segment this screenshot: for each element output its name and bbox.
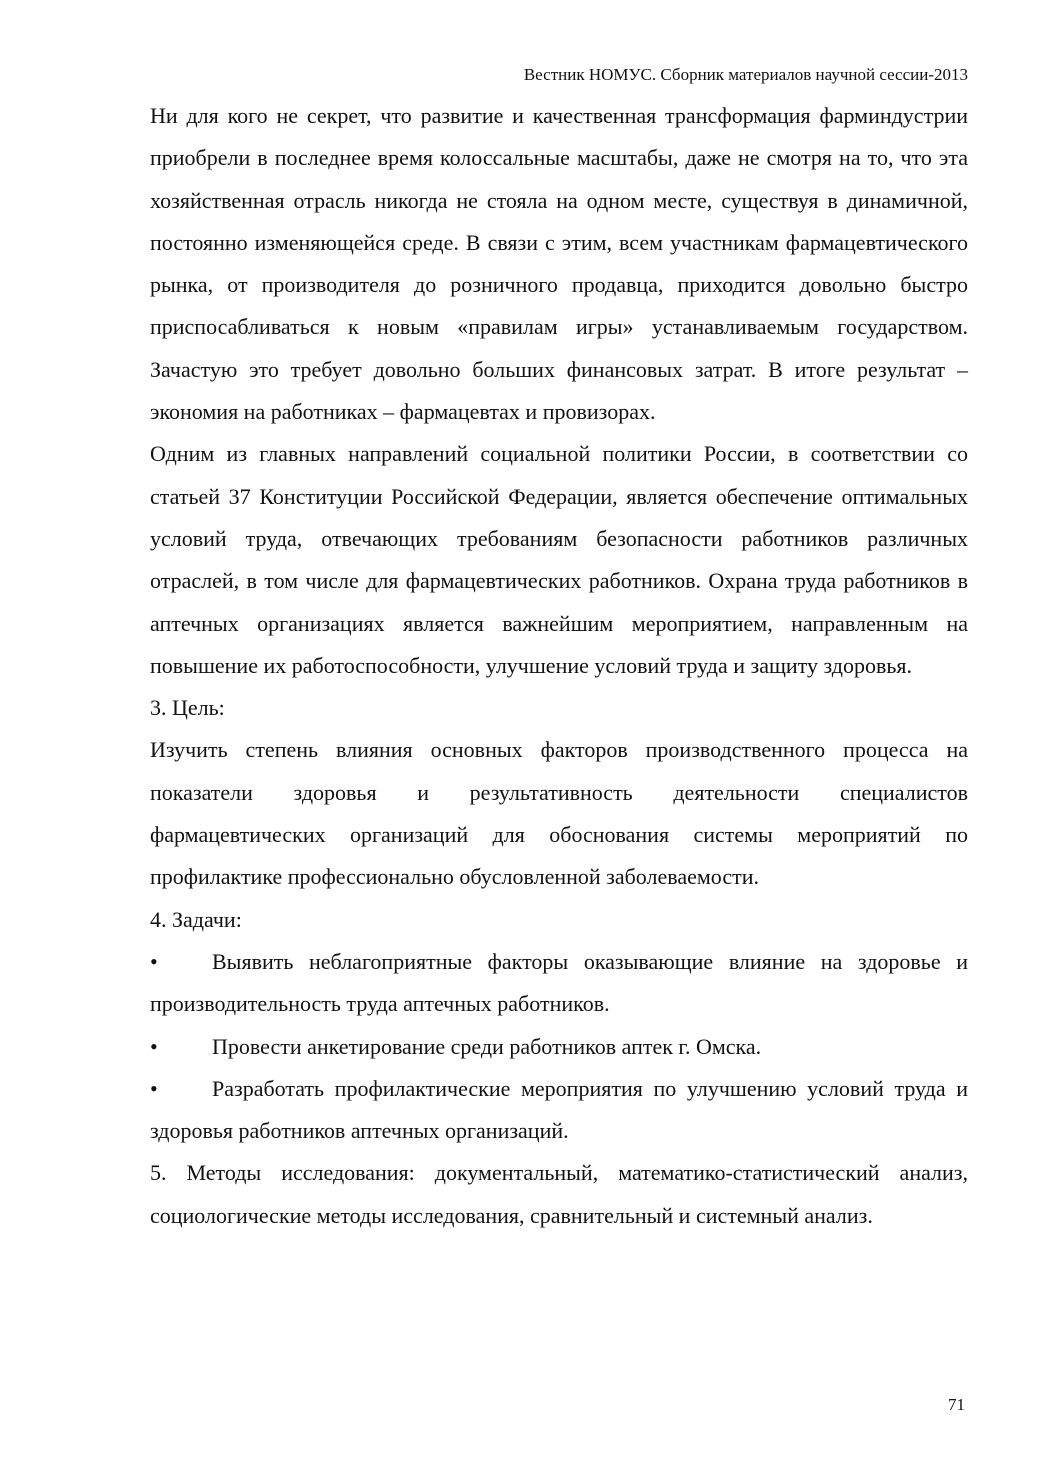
task-item [150, 1068, 968, 1153]
bullet-icon: • [150, 1033, 158, 1059]
running-header: Вестник НОМУС. Сборник материалов научной сессии-2013 [523, 65, 968, 84]
tasks-heading: 4. Задачи: [150, 906, 242, 932]
paragraph-intro: Ни для кого не секрет, что развитие и качественная трансформация фарминдустрии приобрели в последнее время колоссальные масштабы, даже не смотря на то, что эта хозяйственная отрасль никогда не стояла на одном месте, существуя в динамичной, постоянно изменяющейся среде. В связи с этим, всем участникам фармацевтического рынка, от производителя до розничного продавца, приходится довольно быстро приспосабливаться к новым «правилам игры» устанавливаемым государством. Зачастую это требует довольно больших финансовых затрат. В итоге результат – экономия на работниках – фармацевтах и провизорах. [150, 103, 968, 425]
task-text: Выявить неблагоприятные факторы оказывающие влияние на здоровье и производительность труда аптечных работников. [150, 948, 968, 1017]
bullet-icon: • [150, 1075, 158, 1101]
methods-paragraph: 5. Методы исследования: документальный, математико-статистический анализ, социологические методы исследования, сравнительный и системный анализ. [150, 1160, 968, 1228]
task-item [150, 941, 968, 1026]
goal-heading: 3. Цель: [150, 695, 225, 721]
paragraph-social-policy: Одним из главных направлений социальной политики России, в соответствии со статьей 37 Конституции Российской Федерации, является обеспечение оптимальных условий труда, отвечающих требованиям безопасности работников различных отраслей, в том числе для фармацевтических работников. Охрана труда работников в аптечных организациях является важнейшим мероприятием, направленным на повышение их работоспособности, улучшение условий труда и защиту здоровья. [150, 441, 968, 678]
goal-text: Изучить степень влияния основных факторов производственного процесса на показатели здоровья и результативность деятельности специалистов фармацевтических организаций для обоснования системы мероприятий по профилактике профессионально обусловленной заболеваемости. [150, 737, 968, 890]
bullet-icon: • [150, 948, 158, 974]
body-text [150, 95, 968, 1237]
page-number: 71 [948, 1395, 965, 1414]
task-item [150, 1026, 968, 1068]
task-text: Провести анкетирование среди работников аптек г. Омска. [212, 1033, 762, 1059]
task-text: Разработать профилактические мероприятия по улучшению условий труда и здоровья работников аптечных организаций. [150, 1075, 968, 1144]
